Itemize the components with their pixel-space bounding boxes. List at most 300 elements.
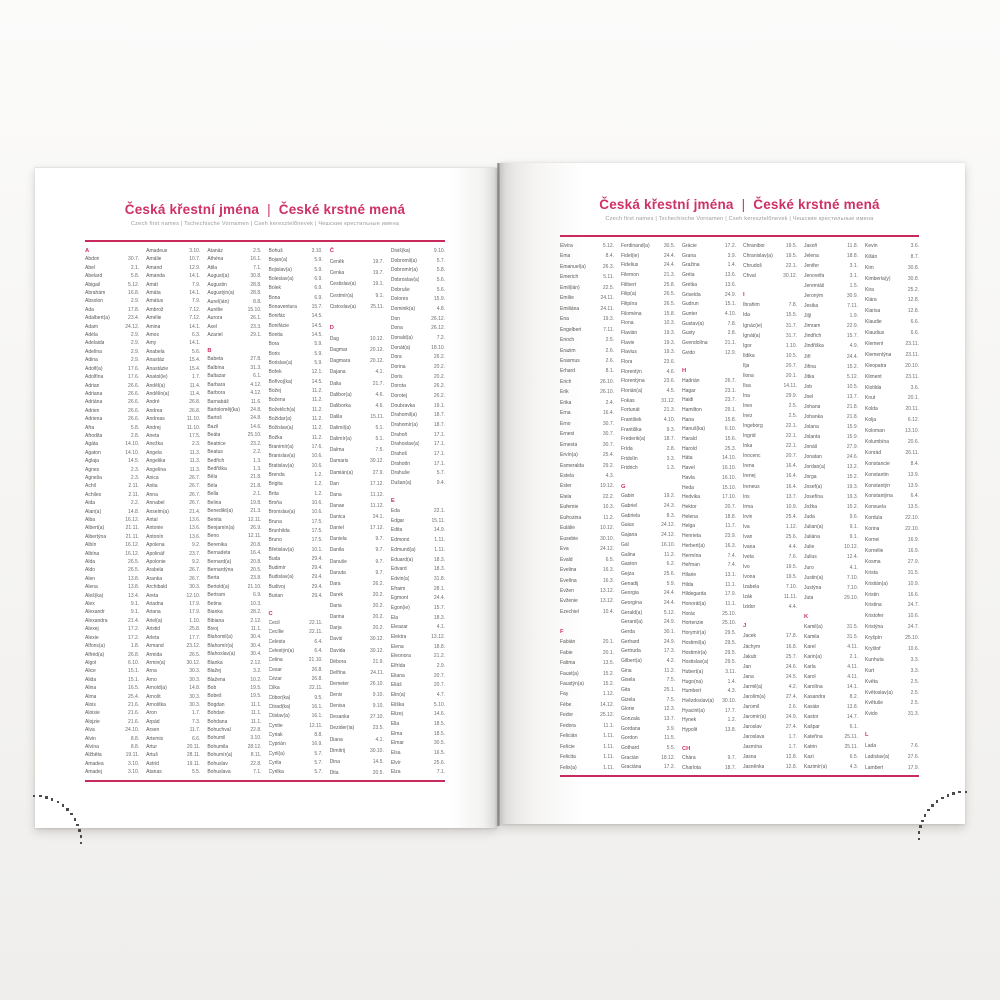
first-name: Gvido bbox=[682, 349, 696, 356]
perforation-dot bbox=[947, 794, 949, 796]
perforation-dot bbox=[927, 809, 929, 811]
nameday-date: 10.12. bbox=[844, 544, 858, 551]
first-name: Jindřich bbox=[804, 333, 822, 340]
name-row bbox=[865, 330, 919, 336]
section-letter: D bbox=[329, 324, 334, 331]
first-name: Angelika bbox=[146, 458, 166, 465]
nameday-date: 1.12. bbox=[785, 523, 797, 530]
nameday-date: 5.6. bbox=[436, 277, 446, 284]
first-name: Apolena bbox=[146, 542, 165, 549]
first-name: Genadij bbox=[621, 580, 639, 587]
first-name: Dina bbox=[329, 758, 340, 765]
name-row bbox=[391, 566, 445, 572]
first-name: Fedora bbox=[560, 722, 576, 729]
name-row bbox=[391, 527, 445, 533]
header-rule bbox=[85, 240, 445, 242]
first-name: Kolumbína bbox=[865, 439, 889, 446]
first-name: Eleonora bbox=[390, 653, 411, 660]
name-row bbox=[804, 283, 858, 289]
column-spacer bbox=[682, 359, 736, 364]
name-row bbox=[743, 734, 797, 740]
first-name: Kevin bbox=[865, 243, 878, 249]
nameday-date: 26.9. bbox=[250, 524, 262, 531]
name-row bbox=[330, 304, 384, 310]
first-name: Ariadna bbox=[146, 601, 164, 608]
nameday-date: 4.11. bbox=[847, 643, 858, 650]
nameday-date: 21.3. bbox=[663, 407, 675, 414]
first-name: Afra bbox=[85, 424, 95, 431]
name-row bbox=[85, 324, 139, 330]
nameday-date: 17.9. bbox=[907, 764, 919, 771]
first-name: Konstantýna bbox=[865, 493, 893, 500]
nameday-date: 10.6. bbox=[311, 462, 323, 469]
first-name: Ctirad(ka) bbox=[268, 704, 291, 711]
first-name: Aurélie bbox=[207, 306, 223, 313]
first-name: Kasandra bbox=[804, 694, 826, 701]
first-name: Jolanta bbox=[804, 433, 821, 440]
name-row bbox=[269, 351, 323, 357]
first-name: Karla bbox=[804, 663, 816, 670]
first-name: Brita bbox=[268, 490, 279, 497]
first-name: Alena bbox=[85, 584, 98, 591]
nameday-date: 9.1. bbox=[130, 601, 140, 608]
name-row bbox=[865, 504, 919, 510]
name-row bbox=[85, 584, 139, 590]
name-column bbox=[269, 248, 323, 776]
nameday-date: 6.10. bbox=[724, 426, 736, 433]
name-row bbox=[682, 572, 736, 578]
first-name: Hyacint(a) bbox=[682, 707, 705, 714]
name-row bbox=[85, 694, 139, 700]
first-name: Bruna bbox=[268, 518, 282, 525]
nameday-date: 11.3. bbox=[189, 458, 201, 465]
name-row bbox=[330, 648, 384, 654]
first-name: Alexandra bbox=[85, 617, 108, 624]
nameday-date: 20.2. bbox=[372, 591, 384, 598]
name-row bbox=[560, 588, 614, 594]
nameday-date: 29.2. bbox=[602, 462, 614, 469]
name-row bbox=[146, 324, 200, 330]
nameday-date: 10.6. bbox=[311, 509, 323, 516]
name-row bbox=[85, 719, 139, 725]
nameday-date: 8.2. bbox=[849, 694, 858, 701]
name-row bbox=[682, 397, 736, 403]
nameday-date: 2.12. bbox=[250, 659, 262, 666]
name-row bbox=[621, 619, 675, 625]
nameday-date: 13.7. bbox=[785, 493, 797, 500]
name-row bbox=[621, 311, 675, 317]
nameday-date: 18.7. bbox=[663, 436, 675, 443]
first-name: Bohuslava bbox=[207, 769, 231, 776]
nameday-date: 14.10. bbox=[125, 441, 140, 448]
nameday-date: 11.2. bbox=[311, 397, 323, 404]
nameday-date: 6.9. bbox=[253, 592, 262, 599]
first-name: Gerald(a) bbox=[621, 609, 643, 616]
name-row bbox=[207, 458, 261, 464]
first-name: Koloman bbox=[865, 428, 885, 435]
first-name: Flavián bbox=[621, 330, 638, 337]
nameday-date: 20.1. bbox=[602, 649, 614, 656]
first-name: Georgína bbox=[621, 599, 642, 606]
first-name: Alma bbox=[85, 693, 97, 700]
name-columns bbox=[560, 243, 919, 771]
first-name: Doubravka bbox=[390, 402, 416, 409]
first-name: Armida bbox=[146, 651, 163, 658]
first-name: Don bbox=[390, 315, 401, 322]
name-row bbox=[330, 737, 384, 743]
nameday-date: 17.5. bbox=[189, 432, 201, 439]
first-name: Areta bbox=[146, 592, 159, 599]
nameday-date: 4.3. bbox=[849, 764, 858, 771]
first-name: Arsen bbox=[146, 727, 160, 734]
name-row bbox=[269, 509, 323, 515]
name-row bbox=[865, 417, 919, 423]
nameday-date: 16.10. bbox=[661, 541, 675, 548]
first-name: Blažej bbox=[207, 668, 221, 675]
name-row bbox=[207, 685, 261, 691]
name-row bbox=[85, 391, 139, 397]
nameday-date: 4.3. bbox=[605, 472, 614, 479]
first-name: Božislav(a) bbox=[268, 425, 294, 432]
first-name: Emanuel(a) bbox=[560, 263, 586, 270]
first-name: Jimram bbox=[804, 323, 821, 330]
nameday-date: 7.2. bbox=[436, 335, 446, 342]
name-row bbox=[621, 262, 675, 268]
name-row bbox=[330, 492, 384, 498]
name-row bbox=[743, 383, 797, 389]
name-row bbox=[743, 704, 797, 710]
nameday-date: 9.7. bbox=[375, 558, 384, 565]
nameday-date: 20.12. bbox=[369, 358, 384, 365]
name-row bbox=[85, 685, 139, 691]
nameday-date: 7.9. bbox=[192, 298, 201, 305]
name-row bbox=[804, 374, 858, 380]
nameday-date: 26.7. bbox=[189, 483, 201, 490]
name-row bbox=[85, 383, 139, 389]
nameday-date: 26.6. bbox=[128, 399, 140, 406]
first-name: Hilda bbox=[682, 581, 694, 588]
name-column bbox=[682, 243, 736, 771]
first-name: Gaius bbox=[621, 522, 635, 529]
nameday-date: 30.10. bbox=[369, 747, 384, 754]
first-name: Daliborka bbox=[329, 402, 351, 409]
first-name: Julian(a) bbox=[804, 524, 824, 531]
nameday-date: 11.1. bbox=[250, 718, 262, 725]
name-row bbox=[330, 403, 384, 409]
nameday-date: 30.7. bbox=[602, 431, 614, 438]
first-name: Horymír(a) bbox=[682, 630, 706, 637]
first-name: Berenika bbox=[207, 541, 228, 548]
nameday-date: 19.3. bbox=[663, 339, 675, 346]
name-row bbox=[804, 654, 858, 660]
nameday-date: 23.7. bbox=[189, 550, 201, 557]
name-row bbox=[621, 639, 675, 645]
nameday-date: 1.2. bbox=[314, 481, 323, 488]
nameday-date: 19.2. bbox=[663, 493, 675, 500]
nameday-date: 6.5. bbox=[849, 754, 858, 761]
nameday-date: 15.6. bbox=[724, 436, 736, 443]
nameday-date: 28.11. bbox=[186, 752, 201, 759]
first-name: Hortenzie bbox=[682, 620, 704, 627]
name-row bbox=[330, 336, 384, 342]
nameday-date: 2.5. bbox=[910, 689, 919, 696]
first-name: Humbert bbox=[682, 688, 702, 695]
name-row bbox=[85, 425, 139, 431]
name-row bbox=[804, 384, 858, 390]
name-row bbox=[621, 716, 675, 722]
first-name: Alexandr bbox=[85, 609, 105, 616]
nameday-date: 19.5. bbox=[785, 253, 797, 260]
nameday-date: 10.12. bbox=[600, 525, 614, 532]
first-name: Adalbert(a) bbox=[85, 315, 110, 322]
nameday-date: 5.8. bbox=[130, 273, 140, 280]
name-row bbox=[865, 690, 919, 696]
nameday-date: 9.10. bbox=[372, 703, 384, 710]
name-row bbox=[207, 575, 261, 581]
first-name: Dara bbox=[329, 580, 341, 587]
name-row bbox=[269, 732, 323, 738]
name-row bbox=[804, 704, 858, 710]
nameday-date: 22.2. bbox=[602, 493, 614, 500]
name-row bbox=[804, 454, 858, 460]
name-row bbox=[207, 466, 261, 472]
first-name: Kvido bbox=[865, 711, 878, 718]
nameday-date: 13.12. bbox=[600, 598, 614, 605]
name-row bbox=[865, 483, 919, 489]
first-name: Bohuslav bbox=[207, 760, 228, 767]
first-name: Ariel(a) bbox=[146, 617, 163, 624]
nameday-date: 16.1. bbox=[311, 704, 323, 711]
first-name: Johanka bbox=[804, 413, 823, 420]
name-row bbox=[85, 492, 139, 498]
nameday-date: 1.7. bbox=[788, 734, 797, 741]
nameday-date: 20.6. bbox=[907, 439, 919, 446]
name-row bbox=[865, 395, 919, 401]
first-name: Ida bbox=[743, 312, 750, 319]
nameday-date: 4.10. bbox=[724, 310, 736, 317]
name-row bbox=[330, 281, 384, 287]
nameday-date: 7.11. bbox=[603, 326, 614, 333]
name-row bbox=[621, 301, 675, 307]
first-name: Božena bbox=[268, 397, 286, 404]
name-row bbox=[621, 735, 675, 741]
first-name: Adéla bbox=[85, 332, 98, 339]
nameday-date: 21.6. bbox=[128, 718, 140, 725]
first-name: Ema bbox=[560, 253, 571, 260]
nameday-date: 28.12. bbox=[247, 743, 262, 750]
nameday-date: 19.5. bbox=[785, 243, 797, 249]
name-row bbox=[269, 528, 323, 534]
name-row bbox=[146, 618, 200, 624]
name-row bbox=[560, 639, 614, 645]
first-name: Etela bbox=[560, 493, 572, 500]
name-row bbox=[207, 432, 261, 438]
first-name: Ella bbox=[390, 720, 400, 727]
name-row bbox=[269, 435, 323, 441]
nameday-date: 5.12. bbox=[663, 609, 675, 616]
first-name: Florentýna bbox=[621, 378, 645, 385]
first-name: Aleš(ka) bbox=[85, 592, 104, 599]
name-row bbox=[85, 744, 139, 750]
first-name: David bbox=[329, 636, 343, 643]
nameday-date: 23.6. bbox=[663, 378, 675, 385]
first-name: Jiljí bbox=[804, 313, 812, 320]
first-name: Konstantin bbox=[865, 471, 889, 478]
first-name: Dajana bbox=[329, 369, 346, 376]
first-name: Kliment bbox=[865, 373, 882, 380]
first-name: Brenda bbox=[268, 471, 285, 478]
name-row bbox=[146, 273, 200, 279]
first-name: Adina bbox=[85, 357, 98, 364]
name-row bbox=[269, 248, 323, 254]
name-row bbox=[207, 356, 261, 362]
first-name: Hadrián bbox=[682, 377, 700, 384]
name-row bbox=[865, 341, 919, 347]
first-name: Knut bbox=[865, 395, 876, 402]
first-name: Ada bbox=[85, 306, 94, 313]
first-name: Honorát(a) bbox=[682, 601, 706, 608]
first-name: Henrieta bbox=[682, 533, 701, 540]
nameday-date: 26.6. bbox=[128, 416, 140, 423]
name-row bbox=[560, 702, 614, 708]
nameday-date: 21.6. bbox=[128, 701, 140, 708]
section-letter: I bbox=[743, 292, 745, 299]
nameday-date: 19.11. bbox=[186, 760, 201, 767]
nameday-date: 29.4. bbox=[311, 593, 323, 600]
name-row bbox=[330, 525, 384, 531]
nameday-date: 24.11. bbox=[600, 295, 614, 302]
section-letter: G bbox=[621, 483, 626, 490]
nameday-date: 14.1. bbox=[189, 323, 201, 330]
nameday-date: 6.12. bbox=[907, 417, 919, 424]
first-name: Gunter bbox=[682, 310, 698, 317]
first-name: Adrien bbox=[85, 407, 100, 414]
nameday-date: 2.11. bbox=[128, 483, 140, 490]
name-row bbox=[621, 320, 675, 326]
name-column bbox=[85, 248, 139, 776]
name-row bbox=[391, 403, 445, 409]
name-row bbox=[207, 609, 261, 615]
first-name: Delfína bbox=[329, 669, 346, 676]
first-name: Běla bbox=[207, 474, 218, 481]
name-row bbox=[146, 752, 200, 758]
nameday-date: 26.8. bbox=[311, 666, 323, 673]
first-name: Eleazar bbox=[390, 624, 408, 631]
first-name: Gajana bbox=[621, 532, 638, 539]
first-name: Adriena bbox=[85, 416, 103, 423]
nameday-date: 10.2. bbox=[250, 676, 262, 683]
perforation-dot bbox=[57, 801, 59, 803]
first-name: Filemon bbox=[621, 272, 639, 279]
name-row bbox=[743, 263, 797, 269]
name-row bbox=[865, 374, 919, 380]
name-row bbox=[865, 308, 919, 314]
name-row bbox=[207, 307, 261, 313]
name-row bbox=[330, 759, 384, 765]
nameday-date: 26.11. bbox=[905, 449, 919, 456]
nameday-date: 19.3. bbox=[846, 494, 858, 501]
right-page-content bbox=[560, 163, 919, 824]
name-row bbox=[207, 399, 261, 405]
name-row bbox=[146, 307, 200, 313]
first-name: Blanka bbox=[207, 659, 223, 666]
first-name: Ingrid bbox=[743, 433, 756, 440]
name-row bbox=[269, 388, 323, 394]
name-row bbox=[146, 366, 200, 372]
first-name: Katrin bbox=[804, 744, 818, 751]
name-row bbox=[621, 398, 675, 404]
name-row bbox=[743, 302, 797, 308]
name-row bbox=[560, 557, 614, 563]
name-row bbox=[269, 639, 323, 645]
first-name: Květuše bbox=[865, 700, 884, 707]
nameday-date: 24.4. bbox=[663, 590, 675, 597]
first-name: Jacek bbox=[743, 633, 757, 640]
first-name: Gréta bbox=[682, 272, 695, 279]
name-row bbox=[330, 536, 384, 542]
nameday-date: 4.12. bbox=[250, 390, 262, 397]
nameday-date: 2.6. bbox=[788, 703, 797, 710]
first-name: Bertold(a) bbox=[207, 583, 230, 590]
nameday-date: 16.3. bbox=[602, 577, 614, 584]
name-row bbox=[621, 340, 675, 346]
name-row bbox=[682, 620, 736, 626]
name-row bbox=[621, 417, 675, 423]
first-name: Diana bbox=[329, 736, 343, 743]
name-row bbox=[621, 493, 675, 499]
first-name: Blahomil(a) bbox=[207, 634, 233, 641]
nameday-date: 20.11. bbox=[186, 743, 201, 750]
first-name: Belina bbox=[207, 499, 222, 506]
first-name: Irena bbox=[743, 463, 755, 470]
nameday-date: 10.6. bbox=[311, 453, 323, 460]
name-row bbox=[621, 272, 675, 278]
nameday-date: 22.1. bbox=[433, 508, 446, 515]
nameday-date: 1.7. bbox=[788, 744, 797, 751]
first-name: Bojislav(a) bbox=[268, 266, 292, 273]
nameday-date: 29.10. bbox=[844, 594, 858, 601]
first-name: Buda bbox=[268, 555, 281, 562]
nameday-date: 6.6. bbox=[910, 319, 919, 326]
name-row bbox=[207, 542, 261, 548]
name-row bbox=[743, 574, 797, 580]
name-row bbox=[269, 491, 323, 497]
name-row bbox=[621, 658, 675, 664]
first-name: Anežka bbox=[146, 441, 163, 448]
name-row bbox=[560, 483, 614, 489]
name-row bbox=[865, 450, 919, 456]
first-name: Kurt bbox=[865, 667, 875, 674]
first-name: Kamil(a) bbox=[804, 623, 823, 630]
name-row bbox=[391, 470, 445, 476]
name-row bbox=[85, 727, 139, 733]
first-name: Ivona bbox=[743, 574, 756, 581]
name-row bbox=[146, 576, 200, 582]
first-name: Adriana bbox=[85, 390, 103, 397]
nameday-date: 5.9. bbox=[314, 266, 323, 273]
nameday-date: 5.12. bbox=[846, 373, 858, 380]
nameday-date: 9.2. bbox=[192, 542, 201, 549]
section-letter: K bbox=[804, 613, 809, 620]
first-name: Alan(a) bbox=[85, 508, 102, 515]
name-row bbox=[865, 352, 919, 358]
section-letter: B bbox=[207, 348, 212, 355]
nameday-date: 16.4. bbox=[250, 550, 262, 557]
first-name: Anděl(a) bbox=[146, 382, 166, 389]
nameday-date: 9.2. bbox=[192, 559, 201, 566]
first-name: Gustav(a) bbox=[682, 320, 704, 327]
first-name: Kryštof bbox=[865, 645, 881, 652]
